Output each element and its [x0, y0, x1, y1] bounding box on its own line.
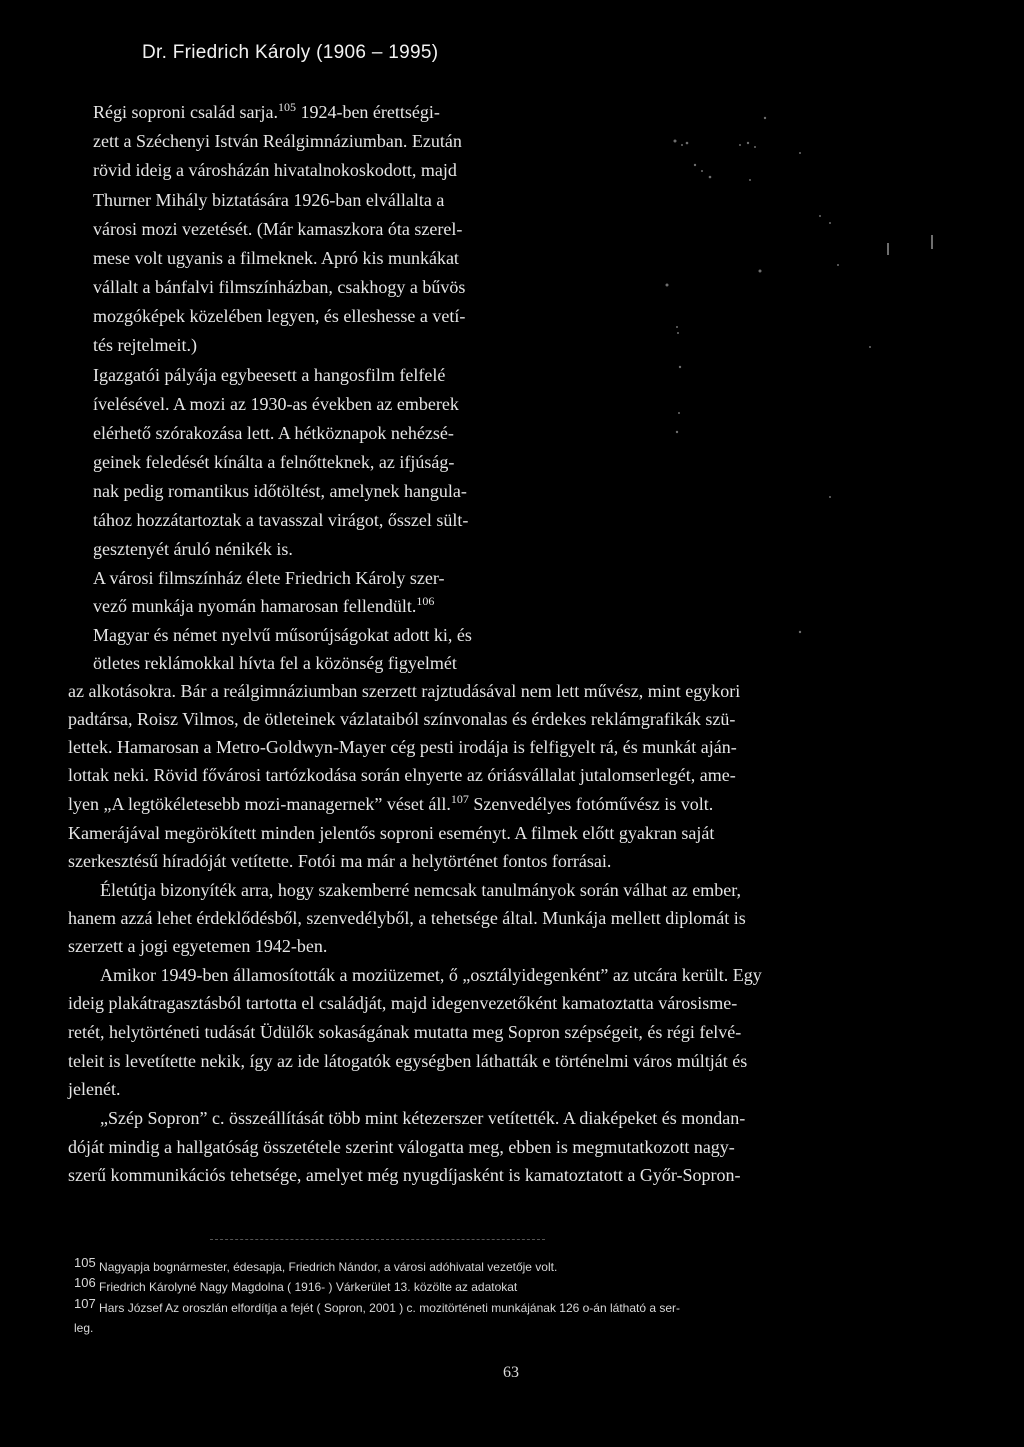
page-number: 63: [503, 1364, 519, 1381]
text-line: szerkesztésű híradóját vetítette. Fotói ma már a helytörténet fontos forrásai.: [68, 851, 612, 871]
text-line: „Szép Sopron” c. összeállítását több mint kétezerszer vetítették. A diaképeket és mondan-: [100, 1108, 746, 1128]
text-line: tához hozzátartoztak a tavasszal virágot, ősszel sült-: [93, 510, 469, 530]
text-line: geinek feledését kínálta a felnőtteknek, az ifjúság-: [93, 452, 455, 472]
footnote: $^{105}$ Nagyapja bognármester, édesapja, Friedrich Nándor, a városi adóhivatal vezetője volt.: [74, 1255, 558, 1274]
text-line: vállalt a bánfalvi filmszínházban, csakhogy a bűvös: [93, 277, 466, 297]
text-line: lyen „A legtökéletesebb mozi-managernek” véset áll.$^{107}$ Szenvedélyes fotóművész is volt.: [68, 792, 714, 814]
text-line: lettek. Hamarosan a Metro-Goldwyn-Mayer cég pesti irodája is felfigyelt rá, és munkát aján-: [68, 737, 737, 757]
text-line: zett a Széchenyi István Reálgimnáziumban. Ezután: [93, 131, 462, 151]
footnote-ref[interactable]: 106: [416, 594, 435, 608]
text-line: városi mozi vezetését. (Már kamaszkora óta szerel-: [93, 219, 463, 239]
text-line: vező munkája nyomán hamarosan fellendült.$^{106}$: [93, 594, 435, 616]
text-line: padtársa, Roisz Vilmos, de ötleteinek vázlataiból színvonalas és érdekes reklámgrafikák szü-: [68, 709, 736, 729]
portrait-photo: [655, 105, 955, 665]
text-line: ötletes reklámokkal hívta fel a közönség figyelmét: [93, 653, 457, 673]
text-line: rövid ideig a városházán hivatalnokoskodott, majd: [93, 160, 457, 180]
text-line: tés rejtelmeit.): [93, 335, 197, 355]
text-line: Magyar és német nyelvű műsorújságokat adott ki, és: [93, 625, 472, 645]
text-line: Kamerájával megörökített minden jelentős soproni eseményt. A filmek előtt gyakran saját: [68, 823, 715, 843]
text-line: Igazgatói pályája egybeesett a hangosfilm felfelé: [93, 365, 446, 385]
footnote-ref[interactable]: 107: [450, 792, 469, 806]
text-line: nak pedig romantikus időtöltést, amelynek hangula-: [93, 481, 467, 501]
text-line: Életútja bizonyíték arra, hogy szakemberré nemcsak tanulmányok során válhat az ember,: [100, 880, 742, 900]
text-line: mozgóképek közelében legyen, és elleshesse a vetí-: [93, 306, 466, 326]
text-line: A városi filmszínház élete Friedrich Károly szer-: [93, 568, 445, 588]
text-line: gesztenyét áruló nénikék is.: [93, 539, 293, 559]
text-line: retét, helytörténeti tudását Üdülők sokaságának mutatta meg Sopron szépségeit, és régi felvé-: [68, 1022, 742, 1042]
text-line: ideig plakátragasztásból tartotta el családját, majd idegenvezetőként kamatoztatta városisme-: [68, 993, 738, 1013]
text-line: Thurner Mihály biztatására 1926-ban elvállalta a: [93, 190, 445, 210]
page-title: Dr. Friedrich Károly (1906 – 1995): [142, 42, 439, 63]
footnote: $^{106}$ Friedrich Károlyné Nagy Magdolna ( 1916- ) Várkerület 13. közölte az adatokat: [74, 1275, 518, 1294]
text-line: elérhető szórakozása lett. A hétköznapok nehézsé-: [93, 423, 454, 443]
text-line: ívelésével. A mozi az 1930-as években az emberek: [93, 394, 459, 414]
footnote-ref[interactable]: 105: [277, 100, 296, 114]
text-line: az alkotásokra. Bár a reálgimnáziumban szerzett rajztudásával nem lett művész, mint egykori: [68, 681, 741, 701]
footnote: leg.: [74, 1321, 94, 1335]
footnote-divider: [210, 1239, 545, 1240]
text-line: szerzett a jogi egyetemen 1942-ben.: [68, 936, 328, 956]
text-line: Régi soproni család sarja.$^{105}$ 1924-ben érettségi-: [93, 100, 440, 122]
text-line: mese volt ugyanis a filmeknek. Apró kis munkákat: [93, 248, 459, 268]
text-line: Amikor 1949-ben államosították a moziüzemet, ő „osztályidegenként” az utcára került. Egy: [100, 965, 762, 985]
footnote: $^{107}$ Hars József Az oroszlán elfordítja a fejét ( Sopron, 2001 ) c. mozitörténeti munkájának 126 o-án látható a ser-: [74, 1296, 681, 1315]
text-line: teleit is levetítette nekik, így az ide látogatók egységben láthatták e történelmi város múltját és: [68, 1051, 748, 1071]
text-line: hanem azzá lehet érdeklődésből, szenvedélyből, a tehetsége által. Munkája mellett diplomát is: [68, 908, 746, 928]
text-line: dóját mindig a hallgatóság összetétele szerint válogatta meg, ebben is megmutatkozott nagy-: [68, 1137, 735, 1157]
text-line: jelenét.: [68, 1079, 121, 1099]
text-line: szerű kommunikációs tehetsége, amelyet még nyugdíjasként is kamatoztatott a Győr-Sopron-: [68, 1165, 741, 1185]
text-line: lottak neki. Rövid fővárosi tartózkodása során elnyerte az óriásvállalat jutalomserlegét, ame-: [68, 765, 736, 785]
